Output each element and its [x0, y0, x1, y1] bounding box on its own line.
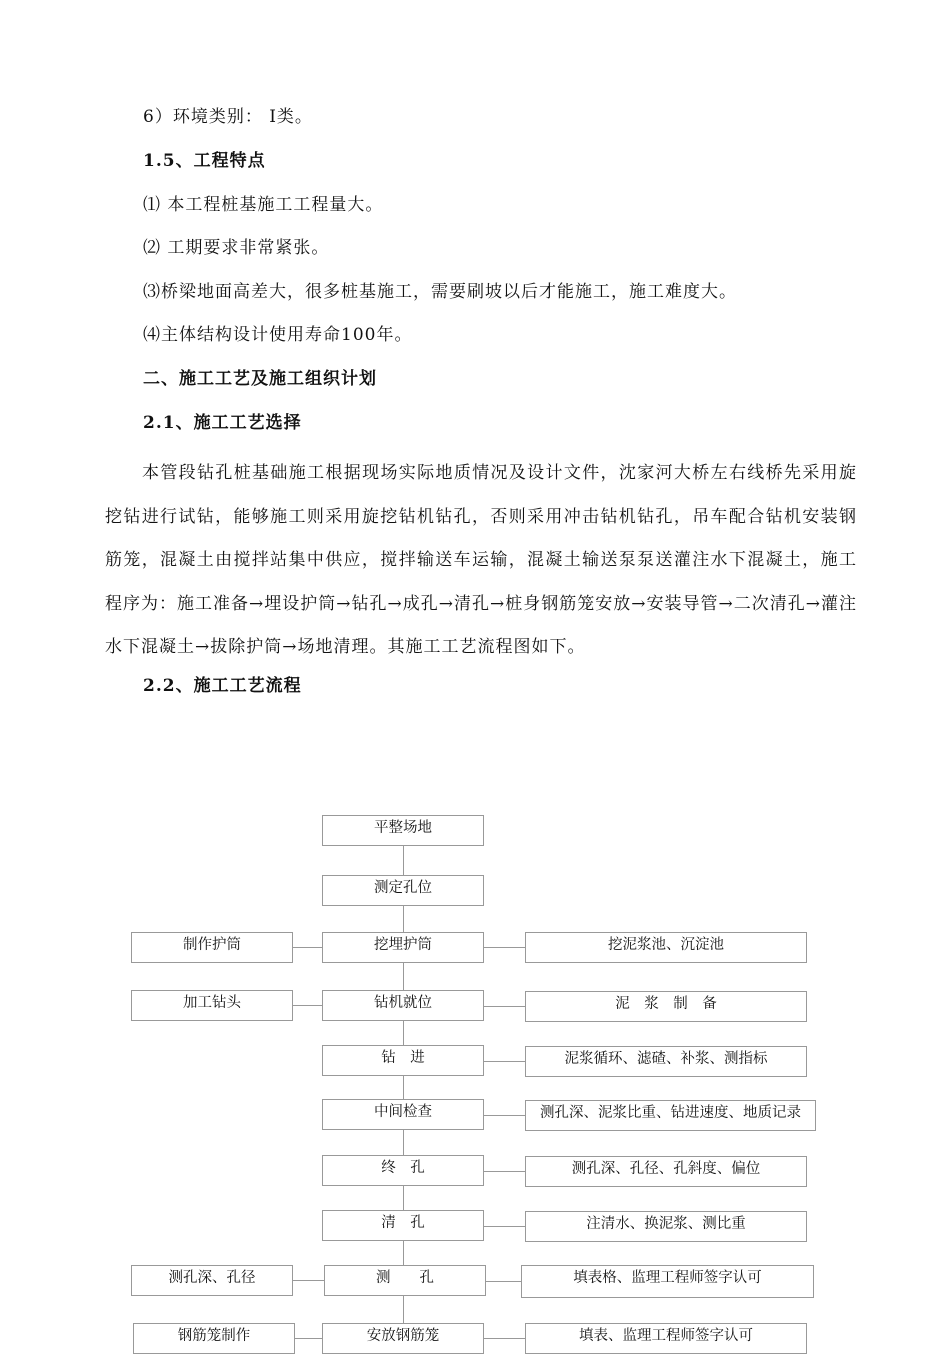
connector-line — [403, 1076, 404, 1099]
flow-right-box: 测孔深、泥浆比重、钻进速度、地质记录 — [525, 1100, 816, 1131]
connector-line — [403, 963, 404, 990]
section-heading-1-5: 1.5、工程特点 — [143, 151, 266, 171]
flow-right-box: 填表格、监理工程师签字认可 — [521, 1265, 814, 1298]
feature-4: ⑷主体结构设计使用寿命100年。 — [143, 325, 413, 345]
flow-main-box: 挖埋护筒 — [322, 932, 484, 963]
connector-line — [403, 1296, 404, 1323]
flow-right-box: 注清水、换泥浆、测比重 — [525, 1211, 807, 1242]
connector-line — [484, 1061, 525, 1062]
connector-line — [295, 1338, 322, 1339]
connector-line — [403, 1021, 404, 1045]
flow-left-box: 钢筋笼制作 — [133, 1323, 295, 1354]
process-paragraph: 本管段钻孔桩基础施工根据现场实际地质情况及设计文件，沈家河大桥左右线桥先采用旋挖钻进行试钻，能够施工则采用旋挖钻机钻孔，否则采用冲击钻机钻孔，吊车配合钻机安装钢筋笼，混凝土由搅拌站集中供应，搅拌输送车运输，混凝土输送泵泵送灌注水下混凝土，施工程序为：施工准备→埋设护筒→钻孔→成孔→清孔→桩身钢筋笼安放→安装导管→二次清孔→灌注水下混凝土→拔除护筒→场地清理。其施工工艺流程图如下。 — [105, 463, 857, 658]
feature-2: ⑵ 工期要求非常紧张。 — [143, 238, 330, 258]
connector-line — [293, 1005, 322, 1006]
flow-left-box: 测孔深、孔径 — [131, 1265, 293, 1296]
flow-main-box: 中间检查 — [322, 1099, 484, 1130]
connector-line — [484, 1171, 525, 1172]
connector-line — [403, 1130, 404, 1155]
flow-right-box: 挖泥浆池、沉淀池 — [525, 932, 807, 963]
flow-left-box: 加工钻头 — [131, 990, 293, 1021]
flow-main-box: 平整场地 — [322, 815, 484, 846]
connector-line — [403, 846, 404, 875]
connector-line — [486, 1281, 521, 1282]
connector-line — [484, 947, 525, 948]
flow-main-box: 钻机就位 — [322, 990, 484, 1021]
flow-main-box: 钻 进 — [322, 1045, 484, 1076]
section-heading-2-2: 2.2、施工工艺流程 — [143, 676, 302, 696]
connector-line — [403, 1241, 404, 1265]
connector-line — [403, 906, 404, 932]
section-heading-2-1: 2.1、施工工艺选择 — [143, 413, 302, 433]
connector-line — [484, 1115, 525, 1116]
flow-main-box: 终 孔 — [322, 1155, 484, 1186]
flow-main-box: 测定孔位 — [322, 875, 484, 906]
flow-right-box: 测孔深、孔径、孔斜度、偏位 — [525, 1156, 807, 1187]
env-category: 6）环境类别： I类。 — [143, 107, 313, 127]
flow-right-box: 填表、监理工程师签字认可 — [525, 1323, 807, 1354]
flow-right-box: 泥浆循环、滤碴、补浆、测指标 — [525, 1046, 807, 1077]
flow-right-box: 泥 浆 制 备 — [525, 991, 807, 1022]
flow-main-box: 安放钢筋笼 — [322, 1323, 484, 1354]
connector-line — [293, 1280, 324, 1281]
connector-line — [484, 1338, 525, 1339]
chapter-heading-2: 二、施工工艺及施工组织计划 — [143, 369, 377, 389]
flow-left-box: 制作护筒 — [131, 932, 293, 963]
flow-main-box: 清 孔 — [322, 1210, 484, 1241]
connector-line — [484, 1226, 525, 1227]
flow-main-box: 测 孔 — [324, 1265, 486, 1296]
connector-line — [403, 1186, 404, 1210]
connector-line — [484, 1006, 525, 1007]
connector-line — [293, 947, 322, 948]
feature-1: ⑴ 本工程桩基施工工程量大。 — [143, 195, 384, 215]
feature-3: ⑶桥梁地面高差大，很多桩基施工，需要刷坡以后才能施工，施工难度大。 — [143, 282, 737, 302]
